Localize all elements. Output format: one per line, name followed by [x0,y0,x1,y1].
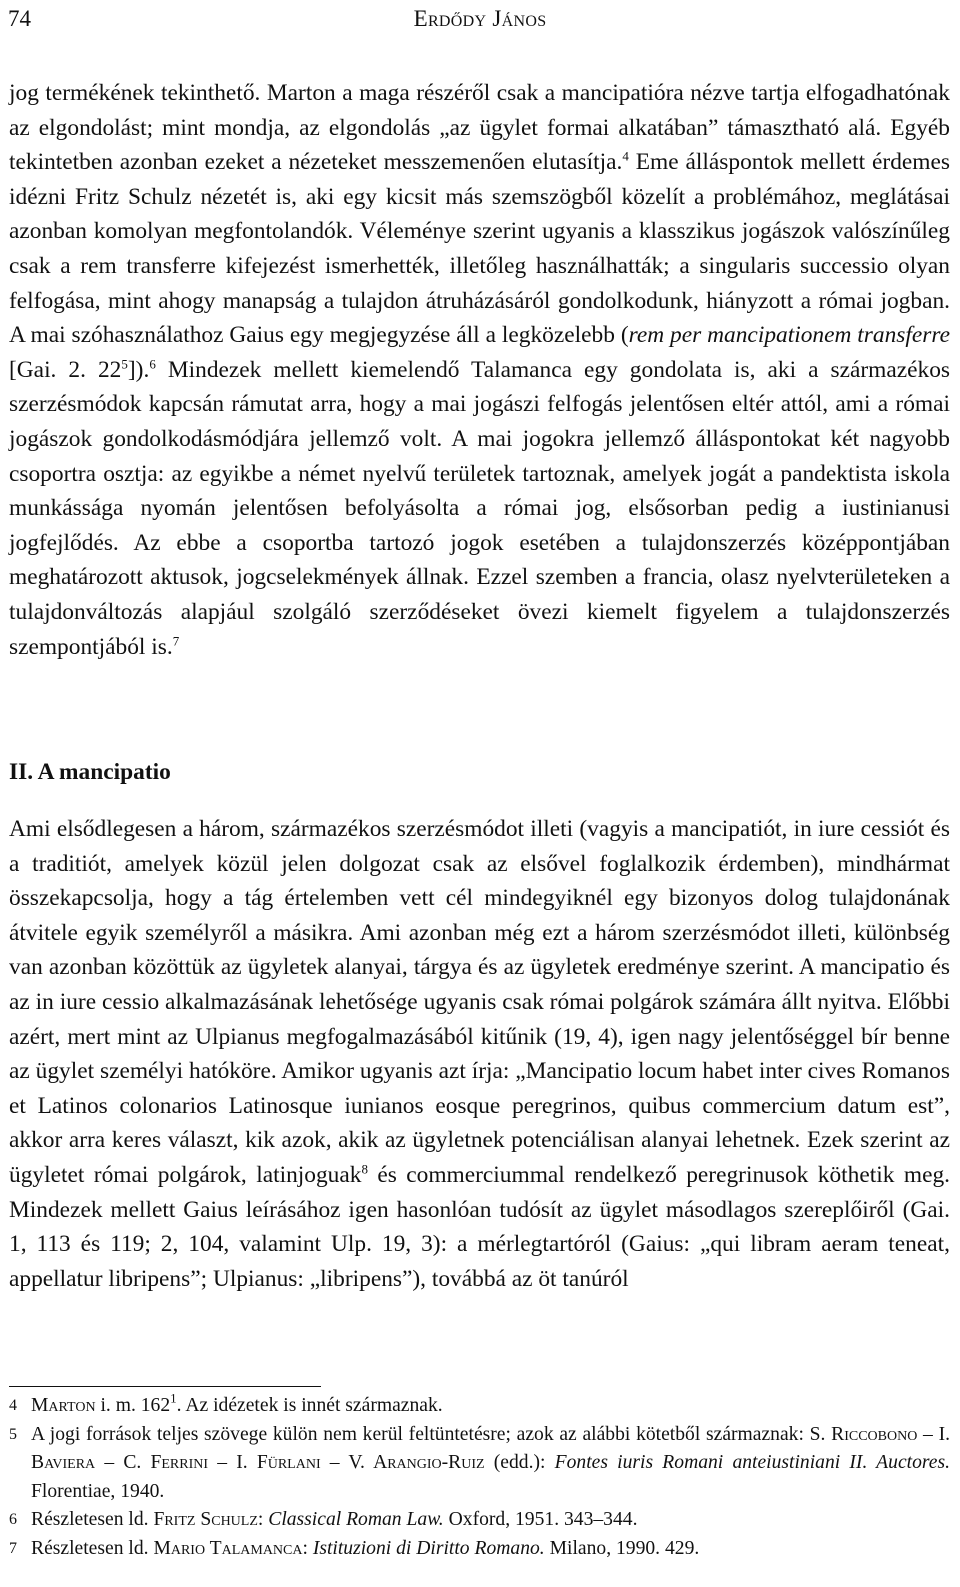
edition-superscript: 1 [170,1390,177,1406]
footnote-text: Florentiae, 1940. [31,1480,165,1502]
footnote-text: . Az idézetek is innét származnak. [176,1395,443,1416]
book-title: Classical Roman Law. [268,1509,444,1531]
latin-phrase: rem per mancipationem transferre [628,322,950,349]
body-text: Eme álláspontok mellett érdemes idézni Fritz Schulz nézetét is, aki egy kicsit más szemszögből közelít a problémához, meglátásai azonban komolyan megfontolandók. Véleménye szerint ugyanis a klasszikus jogászok valószínűleg csak a rem transferre kifejezést ismerhették, illetőleg használhatták; a singularis successio olyan felfogása, mint ahogy manapság a tulajdon átruházásáról gondolkodunk, hiányzott a római jogban. A mai szóhasználathoz Gaius egy megjegyzése áll a legközelebb ( [9,149,950,349]
author-name: Fritz Schulz [153,1509,258,1531]
body-text: ]). [127,356,150,383]
main-text [9,76,950,664]
footnote-divider [9,1386,321,1387]
footnote-number: 5 [9,1425,17,1443]
footnote-text: A jogi források teljes szövege külön nem kerül feltüntetésre; azok az alábbi kötetből származnak: [31,1423,810,1445]
footnote-text: (edd.): [484,1452,555,1474]
footnote-ref-6[interactable]: 6 [149,356,156,372]
author-name: Mario Talamanca [153,1537,303,1559]
footnote-4 [9,1392,950,1421]
author-name: Marton [31,1395,96,1416]
footnote-number: 4 [9,1397,17,1414]
footnote-7 [9,1535,950,1564]
page-number: 74 [8,6,31,31]
author-names: S. Riccobono – I. Baviera – C. Ferrini – I. Fürlani – V. Arangio-Ruiz [31,1423,950,1474]
body-text: jog termékének tekinthető. Marton a maga részéről csak a mancipatióra nézve tartja elfogadhatónak az elgondolást; mint mondja, az elgondolás „az ügylet formai alkatában” támasztható alá. Egyéb tekintetben azonban ezeket a nézeteket messzemenően elutasítja. [9,80,950,176]
book-title: Fontes iuris Romani anteiustiniani II. Auctores. [554,1452,951,1474]
footnote-6 [9,1506,950,1535]
section-text-part: Ami elsődlegesen a három, származékos szerzésmódot illeti (vagyis a mancipatiót, in iure cessiót és a traditiót, amelyek közül jelen dolgozat csak az elsővel foglalkozik érdemben), mindhármat összekapcsolja, hogy a tág értelemben vett cél mindegyiknél egy bizonyos dolog tulajdonának átvitele egyik személyről a másikra. Ami azonban még ezt a három szerzésmódot illeti, különbség van azonban közöttük az ügyletek alanyai, tárgya és az ügyletek eredménye szerint. A mancipatio és az in iure cessio alkalmazásának lehetősége ugyanis csak római polgárok számára állt nyitva. Előbbi azért, mert mint az Ulpianus megfogalmazásából kitűnik (19, 4), igen nagy jelentőséggel bír benne az ügylet személyi hatóköre. Amikor ugyanis azt írja: „Mancipatio locum habet inter cives Romanos et Latinos colonarios Latinosque iunianos eosque peregrinos, quibus commercium datum est”, akkor arra keres választ, kik azok, akik az ügyletnek potenciálisan alanyai lehetnek. Ezek szerint az ügyletet római polgárok, latinjoguak [9,816,950,1188]
section-text [9,812,950,1296]
footnote-text: i. m. 162 [95,1395,171,1416]
footnote-number: 7 [9,1539,17,1557]
footnote-text: Részletesen ld. [31,1509,154,1531]
body-text: Mindezek mellett kiemelendő Talamanca egy gondolata is, aki a származékos szerzésmódok kapcsán rámutat arra, hogy a mai jogászi felfogás jelentősen eltér attól, ami a római jogászok gondolkodásmódjára jellemző volt. A mai jogokra jellemző álláspontokat két nagyobb csoportra osztja: az egyikbe a német nyelvű területek tartoznak, amelyek jogát a pandektista iskola munkássága nyomán jelentősen befolyásolta a római jog, elsősorban pedig a iustinianusi jogfejlődés. Az ebbe a csoportba tartozó jogok esetében a tulajdonszerzés középpontjában meghatározott aktusok, jogcselekmények állnak. Ezzel szemben a francia, olasz nyelvterületeken a tulajdonváltozás alapjául szolgáló szerződéseket övezi kiemelt figyelem a tulajdonszerzés szempontjából is. [9,356,950,660]
footnote-text: Milano, 1990. 429. [544,1537,700,1559]
gaius-superscript: 5 [121,356,128,372]
footnote-5 [9,1421,950,1507]
footnote-text: Oxford, 1951. 343–344. [443,1509,638,1531]
footnote-ref-8[interactable]: 8 [361,1161,368,1177]
page-header [8,6,952,36]
body-text: [Gai. 2. 22 [9,356,122,383]
book-title: Istituzioni di Diritto Romano. [312,1537,545,1559]
body-paragraph [9,76,950,664]
footnote-number: 6 [9,1511,17,1529]
footnote-text: : [302,1537,313,1559]
running-head-author: Erdődy János [413,6,547,31]
section-heading: II. A mancipatio [9,759,171,785]
section-text-part: és commerciummal rendelkező peregrinusok köthetik meg. Mindezek mellett Gaius leírásához igen hasonlóan tudósít az ügylet másodlagos szereplőiről (Gai. 1, 113 és 119; 2, 104, valamint Ulp. 19, 3): a mérlegtartóról (Gaius: „qui libram aeram teneat, appellatur libripens”; Ulpianus: „libripens”), továbbá az öt tanúról [9,1161,950,1292]
footnote-ref-7[interactable]: 7 [172,633,180,649]
footnote-ref-4[interactable]: 4 [622,148,629,164]
footnote-text: : [257,1509,269,1531]
footnote-text: Részletesen ld. [31,1537,154,1559]
footnotes [9,1392,950,1564]
section-paragraph [9,812,950,1296]
